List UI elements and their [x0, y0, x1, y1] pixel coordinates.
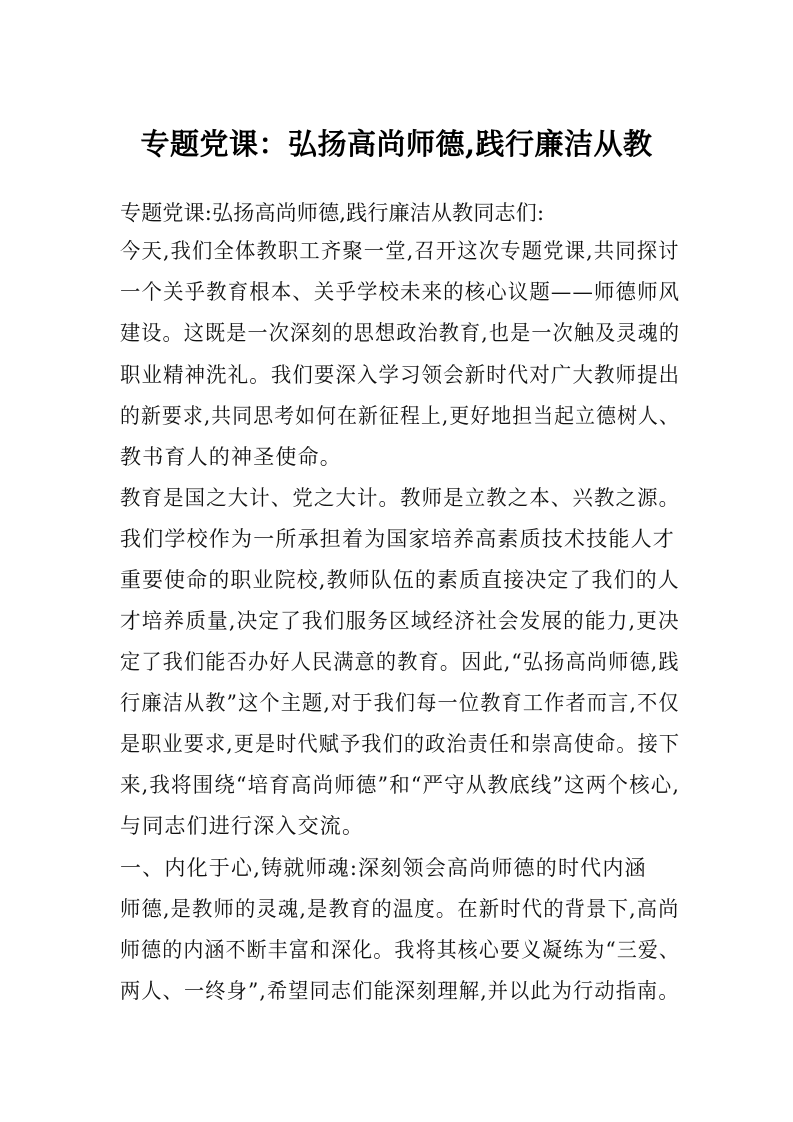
text-line: 今天,我们全体教职工齐聚一堂,召开这次专题党课,共同探讨: [120, 239, 680, 263]
text-line: 与同志们进行深入交流。: [120, 814, 365, 838]
text-line: 两人、一终身”,希望同志们能深刻理解,并以此为行动指南。: [120, 979, 680, 1003]
document-title: 专题党课：弘扬高尚师德,践行廉洁从教: [140, 127, 653, 161]
text-line: 才培养质量,决定了我们服务区域经济社会发展的能力,更决: [120, 609, 680, 633]
text-line: 定了我们能否办好人民满意的教育。因此,“弘扬高尚师德,践: [120, 650, 680, 674]
text-line: 是职业要求,更是时代赋予我们的政治责任和崇高使命。接下: [120, 732, 681, 756]
text-line: 师德的内涵不断丰富和深化。我将其核心要义凝练为“三爱、: [120, 938, 681, 962]
text-line: 一个关乎教育根本、关乎学校未来的核心议题——师德师风: [120, 280, 681, 304]
text-line: 行廉洁从教”这个主题,对于我们每一位教育工作者而言,不仅: [120, 691, 680, 715]
text-line: 教育是国之大计、党之大计。教师是立教之本、兴教之源。: [120, 486, 681, 510]
text-line: 职业精神洗礼。我们要深入学习领会新时代对广大教师提出: [120, 363, 681, 387]
text-line: 专题党课:弘扬高尚师德,践行廉洁从教同志们:: [120, 201, 545, 225]
text-line: 我们学校作为一所承担着为国家培养高素质技术技能人才: [120, 527, 675, 551]
text-line: 重要使命的职业院校,教师队伍的素质直接决定了我们的人: [120, 568, 680, 592]
text-line: 来,我将围绕“培育高尚师德”和“严守从教底线”这两个核心,: [120, 773, 681, 797]
section-heading: 一、内化于心,铸就师魂:深刻领会高尚师德的时代内涵: [120, 856, 647, 880]
text-line: 建设。这既是一次深刻的思想政治教育,也是一次触及灵魂的: [120, 321, 681, 345]
text-line: 教书育人的神圣使命。: [120, 445, 342, 469]
text-line: 师德,是教师的灵魂,是教育的温度。在新时代的背景下,高尚: [120, 897, 680, 921]
text-line: 的新要求,共同思考如何在新征程上,更好地担当起立德树人、: [120, 404, 680, 428]
